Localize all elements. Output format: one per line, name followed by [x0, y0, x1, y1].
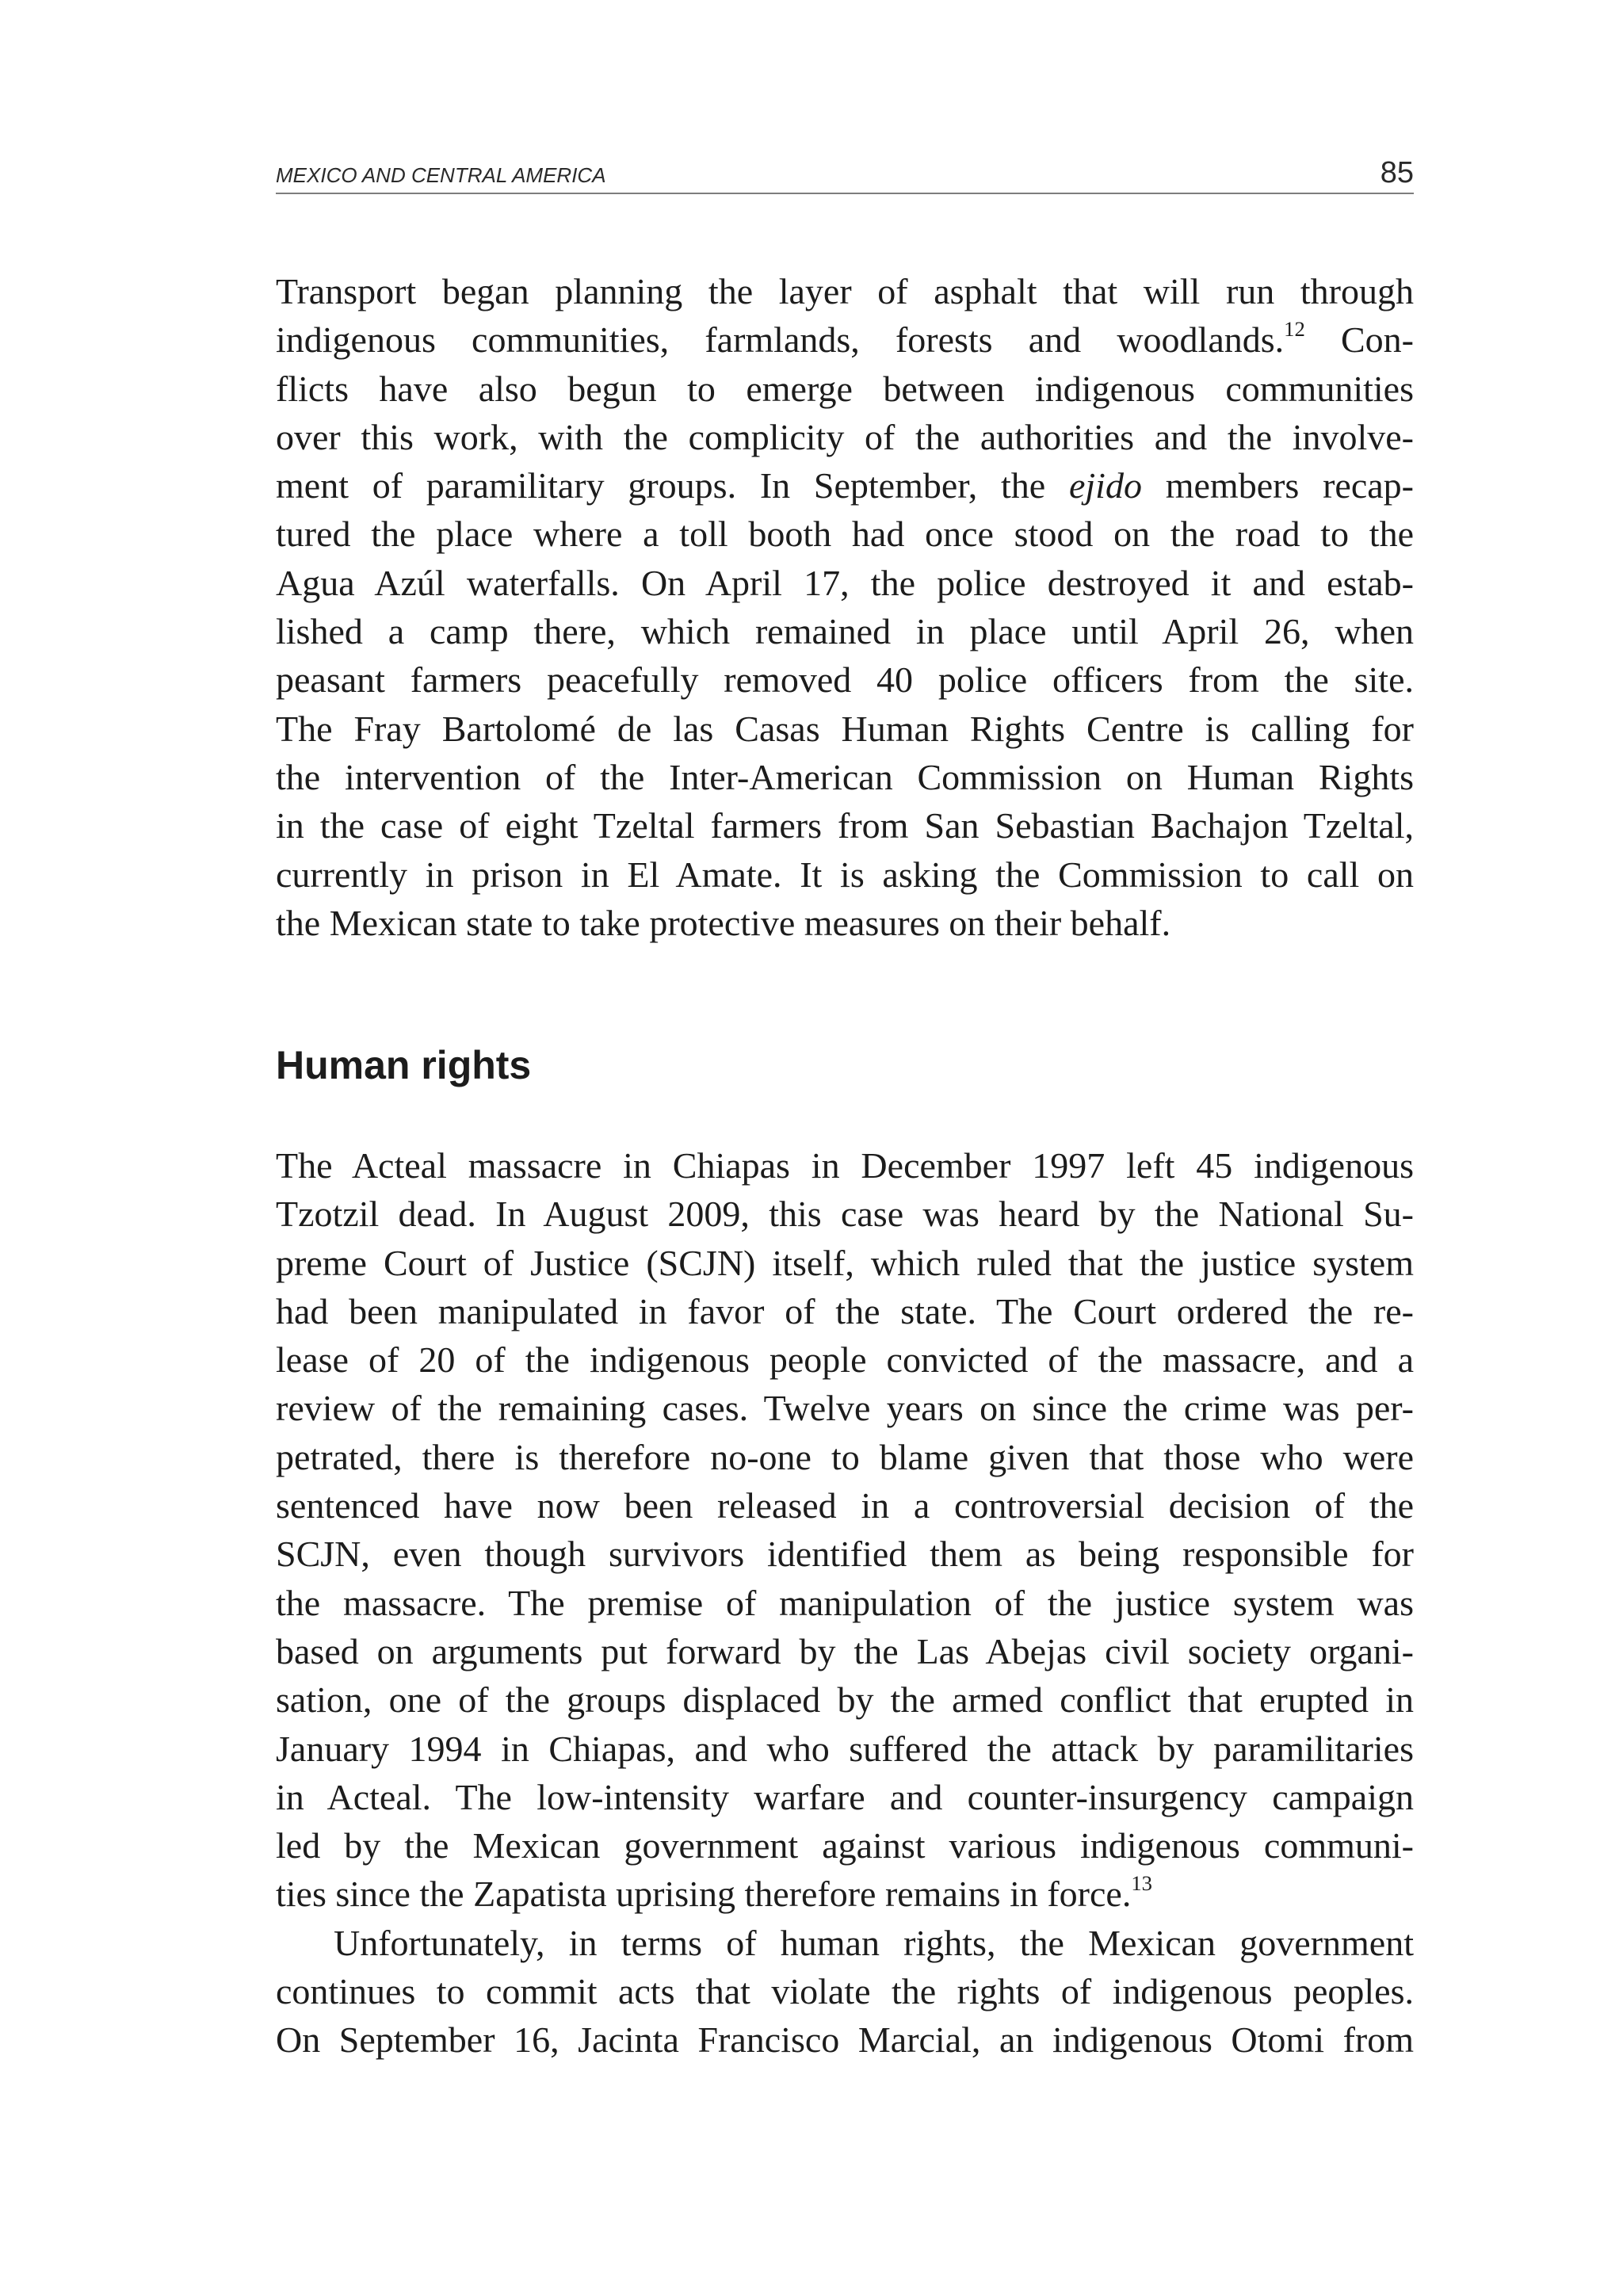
text-line: review of the remaining cases. Twelve years on since the crime was per- — [276, 1388, 1414, 1429]
text-line: The Fray Bartolomé de las Casas Human Rights Centre is calling for — [276, 708, 1414, 749]
text-line: Transport began planning the layer of asphalt that will run through — [276, 271, 1414, 311]
text-line: petrated, there is therefore no-one to blame given that those who were — [276, 1436, 1414, 1477]
text-segment: Con- — [1304, 319, 1414, 361]
body-text-human-rights — [276, 1141, 1414, 2065]
paragraph-2 — [276, 1141, 1414, 1919]
text-line: SCJN, even though survivors identified them as being responsible for — [276, 1534, 1414, 1575]
text-line: had been manipulated in favor of the state. The Court ordered the re- — [276, 1290, 1414, 1331]
text-line: continues to commit acts that violate the rights of indigenous peoples. — [276, 1971, 1414, 2012]
text-line: On September 16, Jacinta Francisco Marcial, an indigenous Otomi from — [276, 2019, 1414, 2061]
text-line: tured the place where a toll booth had once stood on the road to the — [276, 514, 1414, 555]
text-segment: members recap- — [1141, 465, 1414, 506]
text-line: January 1994 in Chiapas, and who suffered the attack by paramilitaries — [276, 1728, 1414, 1769]
text-line: the intervention of the Inter-American Commission on Human Rights — [276, 756, 1414, 797]
body-text-top — [276, 267, 1414, 947]
running-header-title: MEXICO AND CENTRAL AMERICA — [276, 163, 606, 187]
text-line: preme Court of Justice (SCJN) itself, which ruled that the justice system — [276, 1242, 1414, 1283]
text-line: over this work, with the complicity of the authorities and the involve- — [276, 416, 1414, 457]
text-line: Tzotzil dead. In August 2009, this case was heard by the National Su- — [276, 1194, 1414, 1235]
text-line: The Acteal massacre in Chiapas in December 1997 left 45 indigenous — [276, 1145, 1414, 1186]
text-line: in Acteal. The low-intensity warfare and counter-insurgency campaign — [276, 1776, 1414, 1817]
text-line: the massacre. The premise of manipulation of the justice system was — [276, 1582, 1414, 1623]
text-line — [276, 1870, 1414, 1918]
paragraph-1 — [276, 267, 1414, 947]
text-line: led by the Mexican government against various indigenous communi- — [276, 1825, 1414, 1866]
text-line: flicts have also begun to emerge between indigenous communities — [276, 368, 1414, 409]
text-line: sentenced have now been released in a controversial decision of the — [276, 1485, 1414, 1526]
text-segment: ties since the Zapatista uprising therefore remains in force. — [276, 1874, 1132, 1915]
header-rule — [276, 193, 1414, 194]
footnote-reference: 13 — [1131, 1871, 1152, 1896]
text-line — [276, 315, 1414, 364]
text-line: peasant farmers peacefully removed 40 police officers from the site. — [276, 659, 1414, 701]
page-number: 85 — [1380, 156, 1414, 189]
italic-term: ejido — [1068, 465, 1142, 506]
text-line: sation, one of the groups displaced by the armed conflict that erupted in — [276, 1679, 1414, 1721]
text-line: in the case of eight Tzeltal farmers from San Sebastian Bachajon Tzeltal, — [276, 805, 1414, 846]
text-line: Unfortunately, in terms of human rights, the Mexican government — [334, 1922, 1414, 1963]
text-line — [276, 461, 1414, 510]
text-line: currently in prison in El Amate. It is asking the Commission to call on — [276, 854, 1414, 895]
paragraph-3 — [276, 1919, 1414, 2065]
footnote-reference: 12 — [1284, 317, 1305, 342]
section-heading: Human rights — [276, 1043, 532, 1087]
text-line: lished a camp there, which remained in place until April 26, when — [276, 611, 1414, 652]
text-line: Agua Azúl waterfalls. On April 17, the police destroyed it and estab- — [276, 562, 1414, 603]
text-line: the Mexican state to take protective measures on their behalf. — [276, 902, 1171, 943]
text-segment: ment of paramilitary groups. In September, the — [276, 465, 1069, 506]
text-line: lease of 20 of the indigenous people convicted of the massacre, and a — [276, 1339, 1414, 1381]
text-line: based on arguments put forward by the Las Abejas civil society organi- — [276, 1630, 1414, 1671]
text-segment: indigenous communities, farmlands, forests and woodlands. — [276, 319, 1285, 361]
